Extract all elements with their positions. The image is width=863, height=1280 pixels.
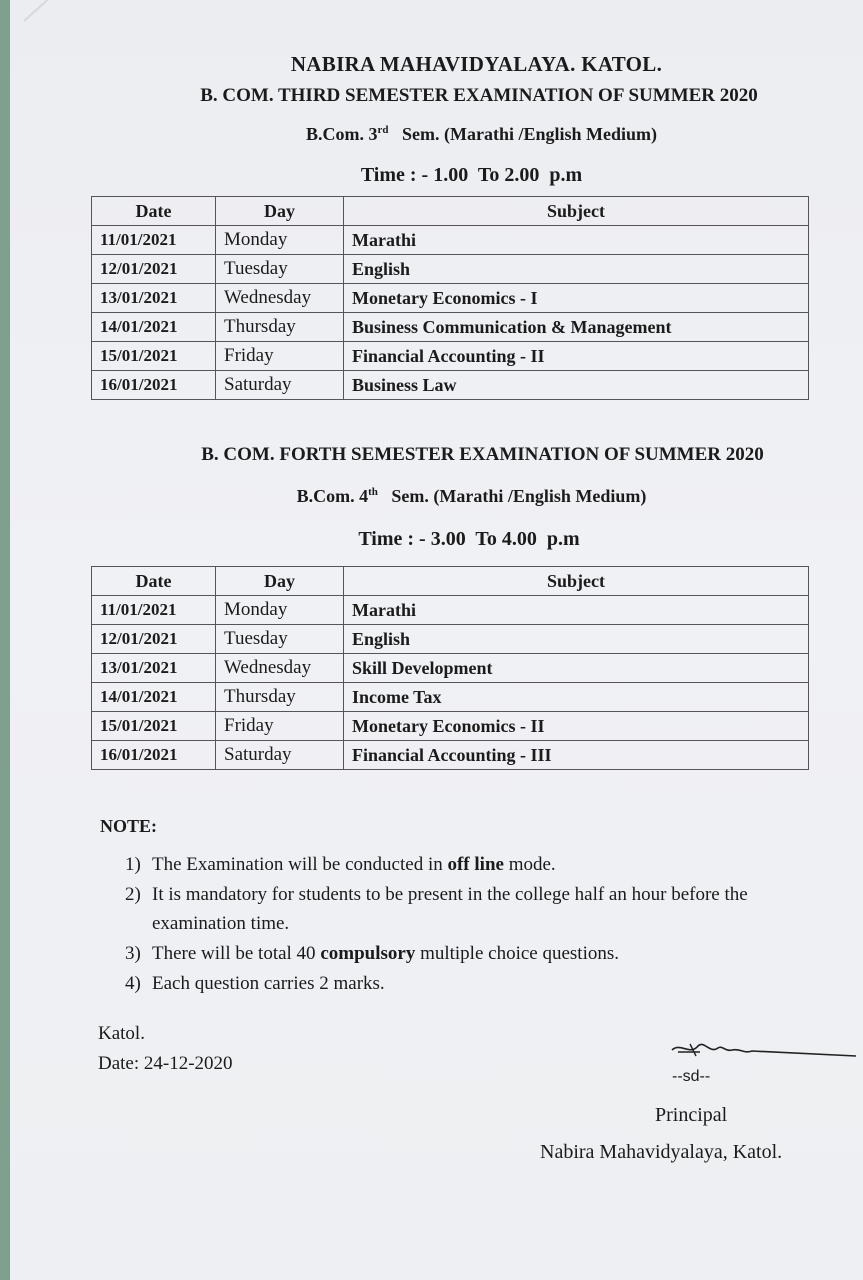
day-cell: Saturday: [216, 741, 344, 770]
column-header-subject: Subject: [344, 567, 809, 596]
subject-cell: English: [344, 625, 809, 654]
table-header-row: [92, 567, 809, 596]
signature-scribble: [660, 1036, 860, 1066]
subject-cell: Skill Development: [344, 654, 809, 683]
table-row: [92, 741, 809, 770]
date-cell: 11/01/2021: [92, 596, 216, 625]
table-row: [92, 712, 809, 741]
date-cell: 13/01/2021: [92, 654, 216, 683]
subject-cell: Business Law: [344, 371, 809, 400]
subject-cell: Monetary Economics - II: [344, 712, 809, 741]
table-row: [92, 596, 809, 625]
column-header-date: Date: [92, 567, 216, 596]
schedule-table-third-sem: [91, 196, 809, 400]
day-cell: Monday: [216, 226, 344, 255]
exam-time-third: Time : - 1.00 To 2.00 p.m: [360, 164, 583, 186]
date-cell: 13/01/2021: [92, 284, 216, 313]
day-cell: Thursday: [216, 683, 344, 712]
day-cell: Tuesday: [216, 625, 344, 654]
table-body: [92, 226, 809, 400]
column-header-date: Date: [92, 197, 216, 226]
paper-fold-mark: [23, 0, 106, 22]
subject-cell: Business Communication & Management: [344, 313, 809, 342]
note-item-2: 2) It is mandatory for students to be present in the college half an hour before the examination time.: [125, 884, 748, 934]
sem-subtitle-fourth: B.Com. 4th Sem. (Marathi /English Medium): [296, 486, 647, 506]
sem-subtitle-third: B.Com. 3rd Sem. (Marathi /English Medium): [306, 124, 657, 144]
table-body: [92, 596, 809, 770]
subject-cell: Income Tax: [344, 683, 809, 712]
column-header-subject: Subject: [344, 197, 809, 226]
table-header-row: [92, 197, 809, 226]
subject-cell: Financial Accounting - III: [344, 741, 809, 770]
signatory-designation: Principal: [655, 1104, 728, 1126]
subject-cell: Marathi: [344, 226, 809, 255]
column-header-day: Day: [216, 197, 344, 226]
college-heading: NABIRA MAHAVIDYALAYA. KATOL.: [290, 52, 663, 76]
date-cell: 12/01/2021: [92, 255, 216, 284]
notes-list: [125, 850, 845, 999]
subject-cell: Monetary Economics - I: [344, 284, 809, 313]
table-row: [92, 683, 809, 712]
day-cell: Friday: [216, 342, 344, 371]
subject-cell: Marathi: [344, 596, 809, 625]
schedule-table-fourth-sem: [91, 566, 809, 770]
subject-cell: English: [344, 255, 809, 284]
table-row: [92, 255, 809, 284]
exam-title-fourth-sem: B. COM. FORTH SEMESTER EXAMINATION OF SUMMER 2020: [201, 444, 764, 465]
exam-time-fourth: Time : - 3.00 To 4.00 p.m: [358, 528, 580, 550]
day-cell: Wednesday: [216, 654, 344, 683]
document-page: [10, 0, 863, 1280]
signatory-college: Nabira Mahavidyalaya, Katol.: [540, 1141, 783, 1163]
signed-mark: --sd--: [672, 1068, 711, 1085]
day-cell: Monday: [216, 596, 344, 625]
column-header-day: Day: [216, 567, 344, 596]
table-row: [92, 654, 809, 683]
date-cell: 16/01/2021: [92, 741, 216, 770]
table-row: [92, 226, 809, 255]
note-item-4: 4) Each question carries 2 marks.: [125, 973, 385, 994]
day-cell: Thursday: [216, 313, 344, 342]
date-cell: 14/01/2021: [92, 683, 216, 712]
day-cell: Saturday: [216, 371, 344, 400]
place-label: Katol.: [98, 1023, 145, 1044]
table-row: [92, 625, 809, 654]
exam-title-third-sem: B. COM. THIRD SEMESTER EXAMINATION OF SUMMER 2020: [200, 85, 758, 106]
note-item-3: 3) There will be total 40 compulsory multiple choice questions.: [125, 943, 619, 964]
table-row: [92, 313, 809, 342]
date-cell: 12/01/2021: [92, 625, 216, 654]
date-cell: 15/01/2021: [92, 342, 216, 371]
note-heading: NOTE:: [100, 816, 158, 836]
table-row: [92, 342, 809, 371]
date-cell: 14/01/2021: [92, 313, 216, 342]
table-row: [92, 284, 809, 313]
day-cell: Tuesday: [216, 255, 344, 284]
subject-cell: Financial Accounting - II: [344, 342, 809, 371]
date-cell: 11/01/2021: [92, 226, 216, 255]
issue-date: Date: 24-12-2020: [98, 1053, 233, 1074]
table-row: [92, 371, 809, 400]
note-item-1: 1) The Examination will be conducted in off line mode.: [125, 854, 556, 875]
day-cell: Friday: [216, 712, 344, 741]
date-cell: 15/01/2021: [92, 712, 216, 741]
date-cell: 16/01/2021: [92, 371, 216, 400]
day-cell: Wednesday: [216, 284, 344, 313]
